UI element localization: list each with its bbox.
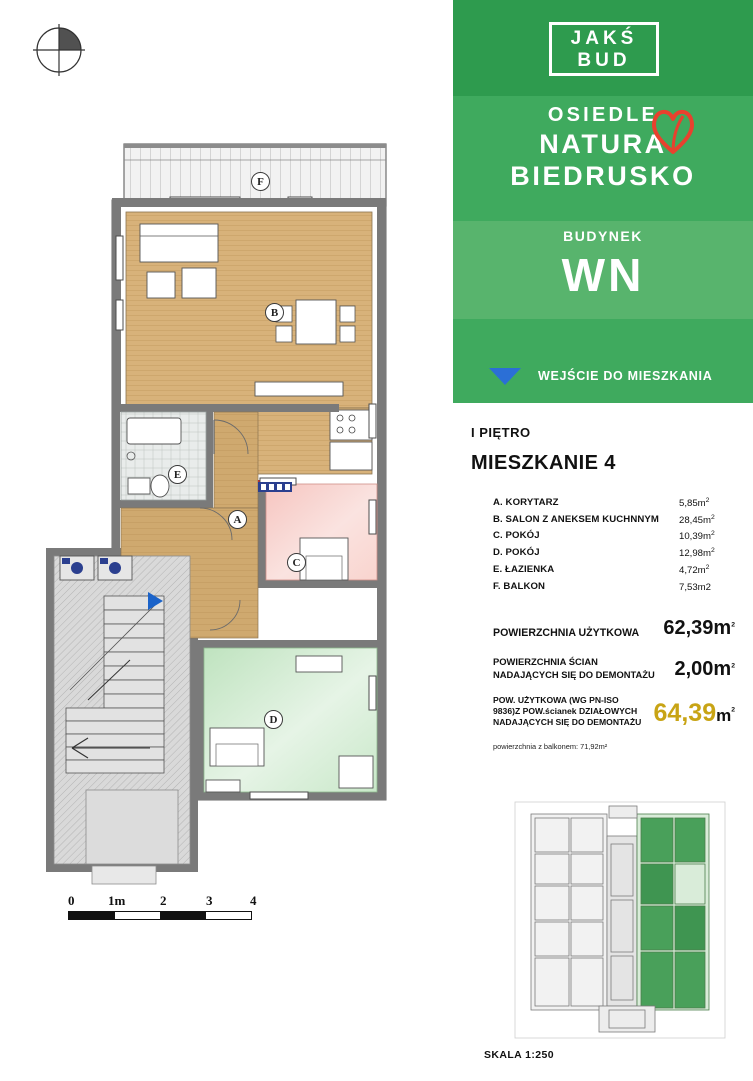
scale-label-0: 0 xyxy=(68,893,75,908)
brand-osiedle: OSIEDLE xyxy=(547,104,659,126)
room-name: F. BALKON xyxy=(493,580,546,592)
room-area: $5,85m^2$ xyxy=(679,497,710,510)
heart-icon xyxy=(649,102,697,158)
logo-line-1: JAKŚ xyxy=(570,28,638,49)
usable-area-label: POWIERZCHNIA UŻYTKOWA xyxy=(493,626,640,639)
room-row xyxy=(471,562,735,579)
usable-area-total xyxy=(471,617,735,640)
scale-label-1m: 1m xyxy=(108,893,126,908)
room-row xyxy=(471,579,735,596)
building-label: BUDYNEK xyxy=(563,228,643,244)
legend-entrance-label: WEJŚCIE DO MIESZKANIA xyxy=(538,369,713,383)
room-area: $10,39m^2$ xyxy=(679,530,715,543)
room-name: E. ŁAZIENKA xyxy=(493,563,555,575)
room-name: D. POKÓJ xyxy=(493,547,540,559)
entrance-triangle-icon xyxy=(489,368,521,385)
brand-biedrusko: BIEDRUSKO xyxy=(510,161,696,191)
room-row xyxy=(471,528,735,545)
room-marker-a: A xyxy=(228,510,247,529)
room-area: $12,98m^2$ xyxy=(679,547,715,560)
scale-bar xyxy=(68,893,260,927)
pniso-label xyxy=(493,695,654,729)
room-row xyxy=(471,545,735,562)
wall-area-label-line2: NADAJĄCYCH SIĘ DO DEMONTAŻU xyxy=(493,668,655,680)
pniso-label-line3: NADAJĄCYCH SIĘ DO DEMONTAŻU xyxy=(493,717,642,728)
building-code: WN xyxy=(561,249,645,301)
jaksbud-logo xyxy=(549,22,659,76)
room-list xyxy=(471,495,735,595)
pniso-value: $64,39m^2$ xyxy=(653,699,735,728)
wall-area-value: $2,00m^2$ xyxy=(674,657,735,680)
usable-area-value: $62,39m^2$ xyxy=(663,617,735,640)
apartment-info xyxy=(453,403,753,751)
room-marker-c: C xyxy=(287,553,306,572)
pniso-area-total xyxy=(471,695,735,729)
entrance-arrow-icon xyxy=(148,592,163,610)
room-area: 7,53m2 xyxy=(679,581,711,593)
scale-label-4: 4 xyxy=(250,893,257,908)
floor-label: I PIĘTRO xyxy=(471,425,531,440)
room-row xyxy=(471,512,735,529)
brand-natura: NATURA xyxy=(539,129,667,159)
balcony-note: powierzchnia z balkonem: 71,92m² xyxy=(493,742,608,752)
room-name: C. POKÓJ xyxy=(493,530,540,542)
room-name: A. KORYTARZ xyxy=(493,497,559,508)
wall-area-label-line1: POWIERZCHNIA ŚCIAN xyxy=(493,656,598,668)
legend-entrance xyxy=(453,360,753,392)
room-row xyxy=(471,495,735,512)
room-marker-d: D xyxy=(264,710,283,729)
scale-label-3: 3 xyxy=(206,893,213,908)
pniso-label-line1: POW. UŻYTKOWA (WG PN-ISO xyxy=(493,694,619,705)
wall-area-total xyxy=(471,656,735,680)
room-name: B. SALON Z ANEKSEM KUCHNNYM xyxy=(493,513,659,525)
room-area: $28,45m^2$ xyxy=(679,513,715,526)
mini-key-plan xyxy=(513,800,727,1040)
logo-line-2: BUD xyxy=(577,50,631,71)
room-area: $4,72m^2$ xyxy=(679,563,710,577)
apartment-title: MIESZKANIE 4 xyxy=(471,452,616,474)
room-marker-f: F xyxy=(251,172,270,191)
estate-brand xyxy=(453,104,753,192)
scale-bar-graphic xyxy=(68,911,252,920)
wall-area-label xyxy=(493,656,675,680)
pniso-label-line2: 9836)Z POW.ścianek DZIAŁOWYCH xyxy=(493,705,638,716)
room-marker-b: B xyxy=(265,303,284,322)
mini-plan-scale-label: SKALA 1:250 xyxy=(484,1049,554,1061)
room-marker-e: E xyxy=(168,465,187,484)
scale-label-2: 2 xyxy=(160,893,167,908)
